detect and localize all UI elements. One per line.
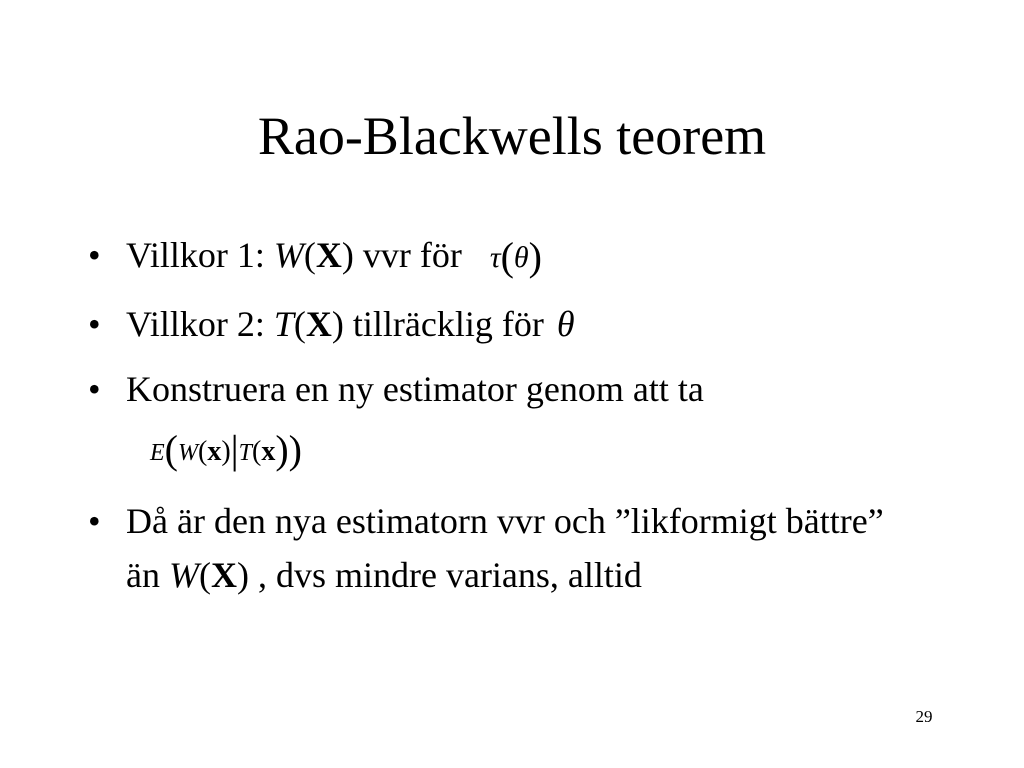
bullet-construct	[88, 362, 704, 416]
math-symbol: θ	[556, 304, 575, 344]
bullet-suffix: , dvs mindre varians, alltid	[248, 555, 642, 595]
math-arg: x	[261, 436, 276, 467]
conditional-expectation-formula	[150, 426, 302, 477]
slide-title: Rao-Blackwells teorem	[257, 106, 767, 166]
math-paren: )	[236, 555, 249, 595]
bullet-condition-1	[88, 228, 542, 285]
math-paren: (	[303, 235, 316, 275]
bullet-text: Konstruera en ny estimator genom att ta	[126, 369, 704, 409]
math-paren: (	[198, 436, 208, 467]
bullet-suffix: vvr för	[353, 235, 462, 275]
math-arg: X	[210, 555, 237, 595]
math-arg: x	[207, 436, 222, 467]
page-number: 29	[915, 707, 933, 726]
math-bar: |	[230, 427, 239, 472]
math-arg: θ	[513, 241, 529, 274]
math-var: W	[273, 235, 304, 275]
bullet-conclusion	[88, 494, 906, 602]
bullet-marker: •	[88, 501, 101, 541]
math-var: T	[238, 440, 253, 466]
math-arg: X	[305, 304, 332, 344]
bullet-prefix: Då är den nya estimatorn vvr och ”likformigt bättre” än	[126, 501, 884, 595]
math-paren: ))	[275, 427, 302, 472]
math-var: W	[178, 440, 198, 466]
math-paren: )	[341, 235, 354, 275]
math-paren: (	[252, 436, 262, 467]
bullet-suffix: tillräcklig för	[343, 304, 553, 344]
math-paren: )	[331, 304, 344, 344]
math-paren: )	[221, 436, 231, 467]
bullet-condition-2	[88, 297, 575, 351]
tau-theta-formula	[490, 230, 542, 285]
math-arg: X	[315, 235, 342, 275]
math-symbol: τ	[489, 241, 501, 274]
math-paren: (	[164, 427, 178, 472]
math-paren: )	[528, 234, 542, 279]
bullet-text	[126, 297, 575, 351]
math-var: T	[273, 304, 294, 344]
math-var: W	[168, 555, 199, 595]
bullet-marker: •	[88, 235, 101, 275]
bullet-marker: •	[88, 304, 101, 344]
math-paren: (	[198, 555, 211, 595]
bullet-text	[126, 494, 906, 602]
bullet-text	[126, 228, 542, 285]
math-paren: (	[293, 304, 306, 344]
math-paren: (	[500, 234, 514, 279]
bullet-marker: •	[88, 369, 101, 409]
bullet-prefix: Villkor 1:	[126, 235, 274, 275]
bullet-prefix: Villkor 2:	[126, 304, 274, 344]
math-symbol: E	[150, 440, 165, 466]
